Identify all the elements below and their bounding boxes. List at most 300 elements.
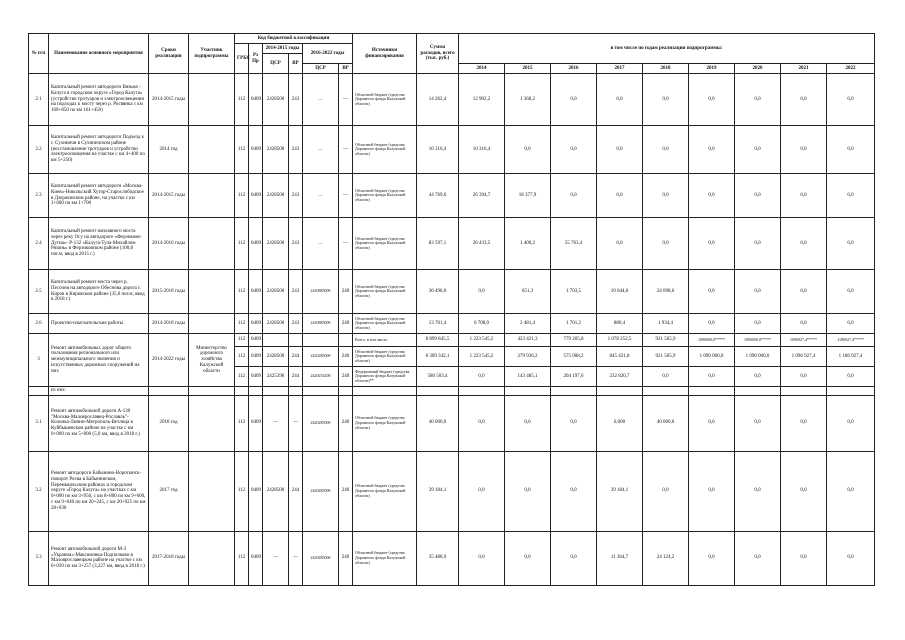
row-year-value: 779 205,8 xyxy=(551,334,597,347)
empty-cell xyxy=(303,387,339,396)
row-year-value: 921 565,9 xyxy=(643,347,689,367)
table-row xyxy=(29,126,875,174)
table-header xyxy=(29,34,875,74)
row-csr1: — xyxy=(263,395,289,451)
row-period: 2015-2018 годы xyxy=(149,270,189,314)
row-year-value: 0,0 xyxy=(505,126,551,174)
row-rzpr: 0409 xyxy=(249,174,263,218)
table-body xyxy=(29,74,875,586)
row-year-value: 0,0 xyxy=(781,314,827,334)
row-year-value: 0,0 xyxy=(827,126,875,174)
row-grbs: 112 xyxy=(235,367,249,387)
row-vr2: 240 xyxy=(339,367,353,387)
row-participant xyxy=(189,531,235,585)
row-year-value: 0,0 xyxy=(735,314,781,334)
row-year-value: 0,0 xyxy=(551,74,597,126)
row-name: Ремонт автодороги Бабынино-Воротынск-поворот Росва в Бабынинском, Перемышльском районах и городском округе «Город Калуга» на участках с км 0+000 по км 3+950, с км 8+800 по км 9+600, с км 9+040 по км 20+245, с км 20+925 по км 28+030 xyxy=(49,451,149,531)
row-year-value: 24 098,6 xyxy=(643,270,689,314)
row-year-value: 0,0 xyxy=(597,74,643,126)
row-sum: 40 000,0 xyxy=(417,395,459,451)
empty-cell xyxy=(551,387,597,396)
year-header: 2016 xyxy=(551,64,597,74)
row-vr2: 240 xyxy=(339,347,353,367)
row-year-value: 12 902,2 xyxy=(459,74,505,126)
row-participant xyxy=(189,174,235,218)
row-year-value: 1090000,0***** xyxy=(689,334,735,347)
table-row xyxy=(29,270,875,314)
row-sum: 39 184,1 xyxy=(417,451,459,531)
table-row xyxy=(29,174,875,218)
row-vr2: — xyxy=(339,174,353,218)
row-year-value: 0,0 xyxy=(643,126,689,174)
row-grbs: 112 xyxy=(235,74,249,126)
row-csr2: — xyxy=(303,126,339,174)
row-rzpr: 0409 xyxy=(249,395,263,451)
row-csr1 xyxy=(263,334,289,347)
row-year-value: 0,0 xyxy=(505,531,551,585)
row-name: Капитальный ремонт наплавного моста через реку Осу на автодороге «Ферзиково-Дугна»- Р-132 «Калуга-Тула-Михайлов-Рязань» в Ферзиковском районе (100,8 пог.м, ввод в 2015 г.) xyxy=(49,218,149,270)
row-year-value: 880,4 xyxy=(597,314,643,334)
row-year-value: 10 044,6 xyxy=(597,270,643,314)
col-csr2-header: ЦСР xyxy=(303,64,339,74)
row-period: 2014-2018 годы xyxy=(149,314,189,334)
row-year-value: 921 565,9 xyxy=(643,334,689,347)
row-year-value: 18 377,9 xyxy=(505,174,551,218)
row-name: Капитальный ремонт автодороги Подъезд к г. Сухиничи в Сухиничском районе (восстановление тротуаров и устройство электроосвещения на участке с км 4+400 по км 5+250) xyxy=(49,126,149,174)
row-year-value: 0,0 xyxy=(735,270,781,314)
table-row xyxy=(29,314,875,334)
row-rzpr: 0409 xyxy=(249,334,263,347)
row-year-value: 1 400,2 xyxy=(505,218,551,270)
row-year-value: 0,0 xyxy=(551,395,597,451)
row-year-value: 0,0 xyxy=(551,126,597,174)
row-rzpr: 0409 xyxy=(249,451,263,531)
row-year-value: 0,0 xyxy=(735,395,781,451)
row-csr2: 2420285000 xyxy=(303,395,339,451)
table-row xyxy=(29,531,875,585)
row-csr1: 2428500 xyxy=(263,174,289,218)
col-grbs-header: ГРБС xyxy=(235,44,249,74)
row-year-value: 651,3 xyxy=(505,270,551,314)
row-vr1: 243 xyxy=(289,314,303,334)
row-year-value: 0,0 xyxy=(781,74,827,126)
row-sum: 14 262,4 xyxy=(417,74,459,126)
row-year-value: 0,0 xyxy=(643,451,689,531)
row-vr2: 240 xyxy=(339,314,353,334)
row-year-value: 0,0 xyxy=(735,451,781,531)
row-year-value: 0,0 xyxy=(551,531,597,585)
row-vr2 xyxy=(339,334,353,347)
row-year-value: 0,0 xyxy=(827,531,875,585)
row-year-value: 0,0 xyxy=(781,367,827,387)
row-year-value: 0,0 xyxy=(459,270,505,314)
empty-cell xyxy=(689,387,735,396)
empty-cell xyxy=(827,387,875,396)
row-grbs: 112 xyxy=(235,314,249,334)
row-year-value: 0,0 xyxy=(827,314,875,334)
year-header: 2017 xyxy=(597,64,643,74)
col-2016-2022-header: 2016-2022 годы xyxy=(303,44,353,64)
row-vr2: — xyxy=(339,74,353,126)
row-year-value: 0,0 xyxy=(827,174,875,218)
col-participant-header: Участник подпрограммы xyxy=(189,34,235,74)
row-year-value: 1 096 927,4 xyxy=(781,347,827,367)
row-year-value: 204 197,6 xyxy=(551,367,597,387)
table-row xyxy=(29,74,875,126)
row-number: 2.4 xyxy=(29,218,49,270)
row-source: Областной бюджет (средства Дорожного фонда Калужской области) xyxy=(353,395,417,451)
row-year-value: 10 316,4 xyxy=(459,126,505,174)
col-budget-code-header: Код бюджетной классификации xyxy=(235,34,353,44)
row-year-value: 0,0 xyxy=(781,174,827,218)
row-vr1: 243 xyxy=(289,270,303,314)
col-no-header: № п/п xyxy=(29,34,49,74)
table-row xyxy=(29,395,875,451)
row-name: Капитальный ремонт автодороги Вязьма - Калуга в городском округе «Город Калуга» (устройство тротуаров и электроосвещения на подходах к мосту через р. Росвянка с км 160+850 по км 161+450) xyxy=(49,74,149,126)
row-csr2: 2420285000 xyxy=(303,347,339,367)
row-name: Проектно-изыскательские работы xyxy=(49,314,149,334)
row-year-value: 0,0 xyxy=(689,218,735,270)
row-participant xyxy=(189,218,235,270)
empty-cell xyxy=(339,387,353,396)
row-year-value: 0,0 xyxy=(459,451,505,531)
row-year-value: 1 090 000,0 xyxy=(735,347,781,367)
row-year-value: 0,0 xyxy=(643,174,689,218)
row-source: Областной бюджет (средства Дорожного фонда Калужской области) xyxy=(353,74,417,126)
empty-cell xyxy=(249,387,263,396)
row-year-value: 0,0 xyxy=(735,218,781,270)
row-year-value: 55 763,4 xyxy=(551,218,597,270)
row-vr2: — xyxy=(339,218,353,270)
row-period: 2017 год xyxy=(149,451,189,531)
subheading-label: из них: xyxy=(49,387,149,396)
row-year-value: 0,0 xyxy=(505,451,551,531)
row-year-value: 0,0 xyxy=(827,218,875,270)
row-year-value: 0,0 xyxy=(597,174,643,218)
row-csr1: 2428500 xyxy=(263,270,289,314)
row-vr1: 243 xyxy=(289,174,303,218)
year-header: 2020 xyxy=(735,64,781,74)
row-year-value: 0,0 xyxy=(735,126,781,174)
program-table xyxy=(28,33,875,586)
row-csr2: 2420285000 xyxy=(303,531,339,585)
row-year-value: 0,0 xyxy=(597,218,643,270)
row-year-value: 0,0 xyxy=(735,74,781,126)
empty-cell xyxy=(353,387,417,396)
row-year-value: 0,0 xyxy=(827,395,875,451)
row-year-value: 575 008,2 xyxy=(551,347,597,367)
row-year-value: 0,0 xyxy=(781,395,827,451)
empty-cell xyxy=(149,387,189,396)
row-year-value: 0,0 xyxy=(735,174,781,218)
row-vr1: 244 xyxy=(289,347,303,367)
row-grbs: 112 xyxy=(235,395,249,451)
row-year-value: 0,0 xyxy=(689,74,735,126)
row-year-value: 6 708,0 xyxy=(459,314,505,334)
row-rzpr: 0409 xyxy=(249,270,263,314)
row-rzpr: 0409 xyxy=(249,126,263,174)
row-rzpr: 0409 xyxy=(249,531,263,585)
col-period-header: Сроки реализации xyxy=(149,34,189,74)
row-vr1: 244 xyxy=(289,451,303,531)
row-year-value: 0,0 xyxy=(505,395,551,451)
row-csr1: 2425390 xyxy=(263,367,289,387)
row-vr1: — xyxy=(289,531,303,585)
row-year-value: 1090000,0***** xyxy=(735,334,781,347)
row-year-value: 1 701,2 xyxy=(551,314,597,334)
empty-cell xyxy=(781,387,827,396)
year-header: 2021 xyxy=(781,64,827,74)
row-csr1: — xyxy=(263,531,289,585)
row-period: 2014 год xyxy=(149,126,189,174)
row-year-value: 40 000,0 xyxy=(643,395,689,451)
row-period: 2017-2018 годы xyxy=(149,531,189,585)
row-year-value: 0,0 xyxy=(781,126,827,174)
table-row xyxy=(29,334,875,347)
row-year-value: 1 223 545,2 xyxy=(459,334,505,347)
row-period: 2014-2022 годы xyxy=(149,334,189,387)
row-year-value: 0,0 xyxy=(689,451,735,531)
row-source: Областной бюджет (средства Дорожного фонда Калужской области) xyxy=(353,531,417,585)
row-csr2: — xyxy=(303,174,339,218)
row-rzpr: 0409 xyxy=(249,347,263,367)
row-year-value: 1 360,2 xyxy=(505,74,551,126)
col-years-header: в том числе по годам реализации подпрограммы: xyxy=(459,34,875,64)
row-source: Областной бюджет (средства Дорожного фонда Калужской области) xyxy=(353,451,417,531)
row-year-value: 0,0 xyxy=(781,531,827,585)
table-row xyxy=(29,218,875,270)
row-year-value: 0,0 xyxy=(689,367,735,387)
col-name-header: Наименование основного мероприятия xyxy=(49,34,149,74)
row-name: Ремонт автомобильных дорог общего пользования регионального или межмуниципального значения и искусственных дорожных сооружений на них xyxy=(49,334,149,387)
row-year-value: 0,0 xyxy=(827,74,875,126)
row-year-value: 0,0 xyxy=(643,367,689,387)
year-header: 2022 xyxy=(827,64,875,74)
row-year-value: 1186927,4***** xyxy=(827,334,875,347)
row-year-value: 0,0 xyxy=(689,270,735,314)
row-source: Областной бюджет (средства Дорожного фонда Калужской области) xyxy=(353,270,417,314)
row-number: 3 xyxy=(29,334,49,387)
row-year-value: 0,0 xyxy=(781,218,827,270)
year-header: 2014 xyxy=(459,64,505,74)
row-grbs: 112 xyxy=(235,531,249,585)
row-year-value: 0,0 xyxy=(459,531,505,585)
row-name: Ремонт автомобильной дороги А-130 "Москва-Малоярославец-Рославль"-Колонка-Линии-Метрополь-Ветлица в Куйбышевском районе на участке с км 0+000 по км 5+000 (5,0 км, ввод в 2018 г.) xyxy=(49,395,149,451)
row-csr2: 2420885000 xyxy=(303,314,339,334)
row-sum: 13 701,4 xyxy=(417,314,459,334)
row-name: Капитальный ремонт автодороги «Москва-Киев»-Никольский Хутор-Старослободское в Дзержинском районе, на участке с км 1+600 по км 1+700 xyxy=(49,174,149,218)
row-year-value: 279 936,2 xyxy=(505,347,551,367)
row-year-value: 143 485,1 xyxy=(505,367,551,387)
row-period: 2014-2015 годы xyxy=(149,74,189,126)
empty-cell xyxy=(289,387,303,396)
row-participant: Министерство дорожного хозяйства Калужской области xyxy=(189,334,235,387)
row-number: 3.1 xyxy=(29,395,49,451)
year-header: 2015 xyxy=(505,64,551,74)
row-year-value: 0,0 xyxy=(827,367,875,387)
row-sum: 35 488,9 xyxy=(417,531,459,585)
row-year-value: 0,0 xyxy=(597,126,643,174)
row-sum: 36 498,0 xyxy=(417,270,459,314)
row-number: 3.2 xyxy=(29,451,49,531)
row-year-value: 0,0 xyxy=(735,531,781,585)
row-rzpr: 0409 xyxy=(249,74,263,126)
row-vr1: 243 xyxy=(289,218,303,270)
row-year-value: 1 186 927,4 xyxy=(827,347,875,367)
empty-cell xyxy=(235,387,249,396)
row-year-value: 1096927,4***** xyxy=(781,334,827,347)
row-year-value: 0,0 xyxy=(781,451,827,531)
empty-cell xyxy=(459,387,505,396)
row-year-value: 423 421,3 xyxy=(505,334,551,347)
row-number: 2.3 xyxy=(29,174,49,218)
row-csr1: 2428500 xyxy=(263,314,289,334)
row-name: Капитальный ремонт моста через р. Песочня на автодороге Обеснова дорога г. Киров в Кировском районе (35,0 пог.м, ввод в 2018 г.) xyxy=(49,270,149,314)
row-source: Областной бюджет (средства Дорожного фонда Калужской области) xyxy=(353,347,417,367)
row-csr2: 2420885000 xyxy=(303,270,339,314)
row-csr2: — xyxy=(303,74,339,126)
row-year-value: 26 433,5 xyxy=(459,218,505,270)
row-csr1: 2428500 xyxy=(263,126,289,174)
row-participant xyxy=(189,395,235,451)
row-grbs: 112 xyxy=(235,126,249,174)
row-period: 2014-2015 годы xyxy=(149,174,189,218)
row-grbs: 112 xyxy=(235,218,249,270)
row-year-value: 845 431,8 xyxy=(597,347,643,367)
row-year-value: 0,0 xyxy=(735,367,781,387)
row-year-value: 39 184,1 xyxy=(597,451,643,531)
row-grbs: 112 xyxy=(235,451,249,531)
row-csr2: 2420254200 xyxy=(303,367,339,387)
row-year-value: 0,0 xyxy=(689,395,735,451)
row-participant xyxy=(189,126,235,174)
row-year-value: 24 124,2 xyxy=(643,531,689,585)
row-sum: 44 769,6 xyxy=(417,174,459,218)
row-vr2: — xyxy=(339,126,353,174)
row-sum: 8 899 845,5 xyxy=(417,334,459,347)
row-number xyxy=(29,387,49,396)
row-year-value: 0,0 xyxy=(551,174,597,218)
row-year-value: 0,0 xyxy=(827,270,875,314)
row-participant xyxy=(189,451,235,531)
row-vr2: 240 xyxy=(339,395,353,451)
empty-cell xyxy=(597,387,643,396)
col-vr-header: ВР xyxy=(289,54,303,74)
row-source: Областной бюджет (средства Дорожного фонда Калужской области) xyxy=(353,126,417,174)
row-csr2 xyxy=(303,334,339,347)
row-vr1: 244 xyxy=(289,367,303,387)
row-number: 2.6 xyxy=(29,314,49,334)
row-year-value: 0,0 xyxy=(643,218,689,270)
row-csr1: 2428500 xyxy=(263,218,289,270)
row-rzpr: 0409 xyxy=(249,314,263,334)
row-source: Областной бюджет (средства Дорожного фонда Калужской области) xyxy=(353,314,417,334)
empty-cell xyxy=(643,387,689,396)
row-year-value: 0,000 xyxy=(597,395,643,451)
row-year-value: 26 394,7 xyxy=(459,174,505,218)
year-header: 2019 xyxy=(689,64,735,74)
row-year-value: 232 820,7 xyxy=(597,367,643,387)
row-grbs: 112 xyxy=(235,347,249,367)
row-vr2: 240 xyxy=(339,270,353,314)
row-sum: 10 316,4 xyxy=(417,126,459,174)
row-csr2: — xyxy=(303,218,339,270)
row-vr1: 243 xyxy=(289,74,303,126)
row-year-value: 0,0 xyxy=(689,174,735,218)
row-vr1 xyxy=(289,334,303,347)
empty-cell xyxy=(735,387,781,396)
row-grbs: 112 xyxy=(235,334,249,347)
col-rzpr-header: Рз Пр xyxy=(249,44,263,74)
row-csr1: 2428500 xyxy=(263,451,289,531)
col-source-header: Источники финансирования xyxy=(353,34,417,74)
empty-cell xyxy=(189,387,235,396)
row-participant xyxy=(189,314,235,334)
row-number: 2.2 xyxy=(29,126,49,174)
row-year-value: 11 364,7 xyxy=(597,531,643,585)
row-year-value: 2 481,4 xyxy=(505,314,551,334)
col-sum-header: Сумма расходов, всего (тыс. руб.) xyxy=(417,34,459,74)
row-rzpr: 0409 xyxy=(249,218,263,270)
row-year-value: 0,0 xyxy=(689,126,735,174)
row-participant xyxy=(189,270,235,314)
row-participant xyxy=(189,74,235,126)
row-sum: 83 597,1 xyxy=(417,218,459,270)
row-year-value: 0,0 xyxy=(551,451,597,531)
row-year-value: 0,0 xyxy=(827,451,875,531)
col-2014-2015-header: 2014-2015 годы xyxy=(263,44,303,54)
row-number: 2.5 xyxy=(29,270,49,314)
row-period: 2014-2016 годы xyxy=(149,218,189,270)
row-number: 2.1 xyxy=(29,74,49,126)
table-row xyxy=(29,451,875,531)
row-year-value: 1 223 545,2 xyxy=(459,347,505,367)
row-source: Всего, в том числе: xyxy=(353,334,417,347)
col-vr2-header: ВР xyxy=(339,64,353,74)
row-year-value: 0,0 xyxy=(689,314,735,334)
row-source: Федеральный бюджет (средства Дорожного фонда Калужской области)** xyxy=(353,367,417,387)
row-csr2: 2420285000 xyxy=(303,451,339,531)
row-vr1: 243 xyxy=(289,126,303,174)
subheading-row xyxy=(29,387,875,396)
row-year-value: 1 934,4 xyxy=(643,314,689,334)
row-year-value: 0,0 xyxy=(781,270,827,314)
row-csr1: 2428500 xyxy=(263,347,289,367)
row-grbs: 112 xyxy=(235,174,249,218)
row-year-value: 1 090 000,0 xyxy=(689,347,735,367)
row-year-value: 1 703,5 xyxy=(551,270,597,314)
empty-cell xyxy=(417,387,459,396)
row-period: 2018 год xyxy=(149,395,189,451)
row-vr2: 240 xyxy=(339,451,353,531)
row-year-value: 0,0 xyxy=(643,74,689,126)
row-year-value: 0,0 xyxy=(459,367,505,387)
row-vr2: 240 xyxy=(339,531,353,585)
row-source: Областной бюджет (средства Дорожного фонда Калужской области) xyxy=(353,218,417,270)
row-number: 3.3 xyxy=(29,531,49,585)
row-source: Областной бюджет (средства Дорожного фонда Калужской области) xyxy=(353,174,417,218)
row-sum: 8 309 342,1 xyxy=(417,347,459,367)
row-year-value: 0,0 xyxy=(689,531,735,585)
row-csr1: 2428500 xyxy=(263,74,289,126)
col-csr-header: ЦСР xyxy=(263,54,289,74)
row-name: Ремонт автомобильной дороги М-3 «Украина»-Максимовка-Подполково в Малоярославецком районе на участке с км 0+030 по км 3+257 (3,227 км, ввод в 2018 г.) xyxy=(49,531,149,585)
empty-cell xyxy=(505,387,551,396)
empty-cell xyxy=(263,387,289,396)
row-vr1: — xyxy=(289,395,303,451)
row-grbs: 112 xyxy=(235,270,249,314)
year-header: 2018 xyxy=(643,64,689,74)
